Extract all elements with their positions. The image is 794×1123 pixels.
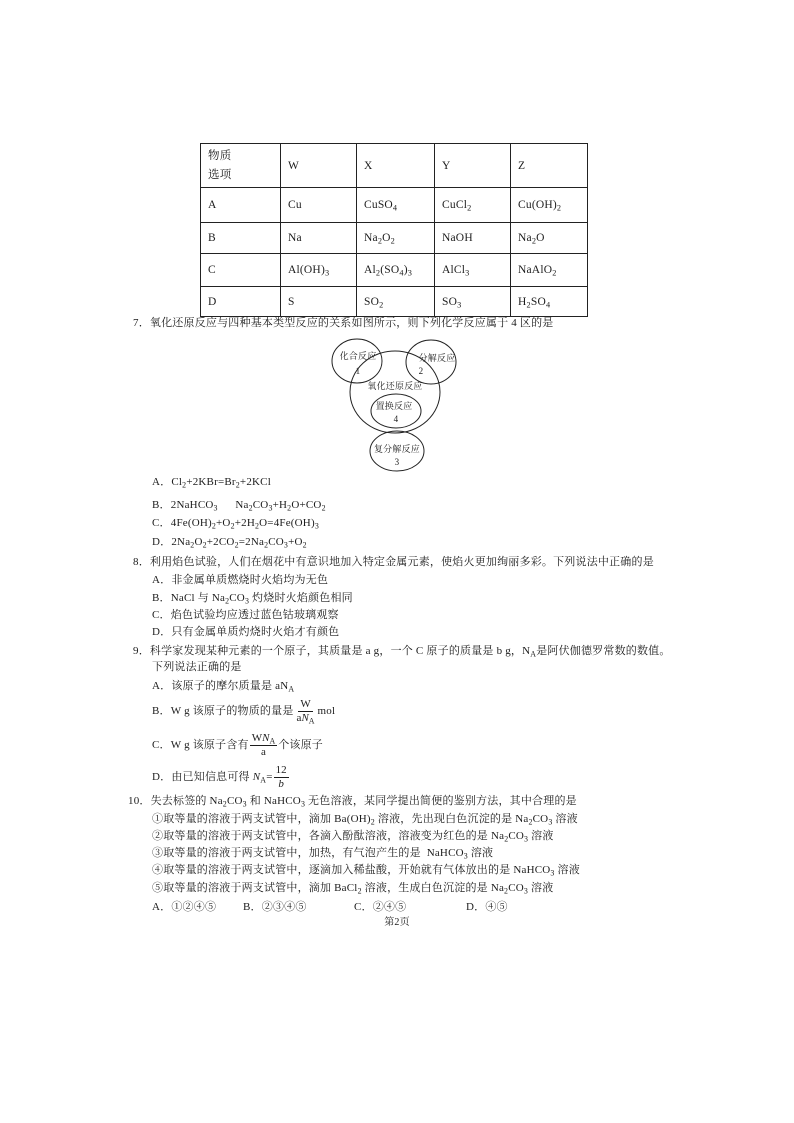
zone-4-number: 4 bbox=[393, 414, 399, 424]
question-10-statement-3 bbox=[152, 846, 493, 860]
question-10-stem bbox=[128, 794, 577, 808]
option-text: NaCl 与 $Na_2CO_3$ 灼烧时火焰颜色相同 bbox=[170, 592, 353, 606]
option-text: 该原子的摩尔质量是 $aN_A$ bbox=[171, 680, 295, 694]
question-10-option-d[interactable] bbox=[466, 900, 508, 914]
subscript: 4 bbox=[399, 268, 404, 278]
question-10-statement-2 bbox=[152, 829, 554, 843]
subscript: 4 bbox=[545, 299, 551, 309]
subscript: 2 bbox=[375, 268, 381, 278]
question-10-statement-4 bbox=[152, 863, 580, 877]
fraction-denominator: $aN_A$ bbox=[296, 711, 315, 725]
question-10-statement-5 bbox=[152, 881, 553, 895]
subscript: 3 bbox=[524, 834, 529, 844]
row-label: A bbox=[201, 188, 281, 223]
question-8-option-a[interactable] bbox=[152, 573, 328, 587]
italic-symbol: N bbox=[301, 711, 309, 724]
subscript: 2 bbox=[235, 480, 240, 490]
decomposition-reaction-label: 分解反应 bbox=[418, 353, 456, 363]
column-header-x: X bbox=[357, 144, 435, 188]
option-text: W g 该原子含有 $\frac{WN_A}{a}$ 个该原子 bbox=[170, 731, 323, 758]
table-cell: S bbox=[281, 287, 357, 317]
reaction-type-venn-diagram bbox=[320, 330, 480, 480]
option-text: 只有金属单质灼烧时火焰才有颜色 bbox=[171, 626, 340, 638]
corner-label-option: 选项 bbox=[208, 168, 232, 181]
option-label: B． bbox=[152, 705, 171, 717]
subscript: 3 bbox=[548, 817, 553, 827]
subscript: 3 bbox=[457, 299, 462, 309]
subscript: 2 bbox=[264, 540, 269, 550]
subscript: 2 bbox=[556, 203, 562, 213]
subscript: 2 bbox=[377, 236, 383, 246]
column-header-w: W bbox=[281, 144, 357, 188]
subscript: 2 bbox=[287, 503, 292, 513]
question-10-statement-1 bbox=[152, 812, 578, 826]
question-9-stem-continued bbox=[152, 660, 242, 674]
question-10-option-b[interactable] bbox=[243, 900, 307, 914]
question-8-stem-text: 8．利用焰色试验，人们在烟花中有意识地加入特定金属元素，使焰火更加绚丽多彩。下列说法中正确的是 bbox=[133, 556, 654, 568]
subscript: 2 bbox=[225, 596, 230, 606]
statement-text: ⑤取等量的溶液于两支试管中，滴加 BaCl$_2$ 溶液，生成白色沉淀的是 $Na_2CO_3$ 溶液 bbox=[152, 882, 554, 896]
option-label: D． bbox=[152, 536, 172, 548]
subscript: 2 bbox=[467, 203, 472, 213]
subscript: 3 bbox=[314, 521, 319, 531]
table-header-row bbox=[201, 144, 588, 188]
subscript: 3 bbox=[523, 886, 529, 896]
row-label: D bbox=[201, 287, 281, 317]
redox-reaction-label: 氧化还原反应 bbox=[367, 381, 423, 391]
subscript: 2 bbox=[526, 299, 531, 309]
subscript: 3 bbox=[283, 540, 289, 550]
table-cell: $H_2SO_4$ bbox=[511, 287, 588, 317]
question-10-option-a[interactable] bbox=[152, 900, 216, 914]
subscript: 3 bbox=[244, 596, 250, 606]
question-9-stem bbox=[133, 644, 671, 658]
question-8-option-b[interactable] bbox=[152, 591, 353, 605]
table-cell: $Al_2(SO_4)_3$ bbox=[357, 254, 435, 287]
subscript: 3 bbox=[242, 799, 247, 809]
question-9-option-d[interactable] bbox=[152, 761, 290, 793]
table-cell: $Cu(OH)_2$ bbox=[511, 188, 588, 223]
question-8-option-c[interactable] bbox=[152, 608, 339, 622]
subscript: 2 bbox=[302, 540, 307, 550]
subscript: 2 bbox=[552, 268, 557, 278]
option-text: A．①②④⑤ bbox=[152, 901, 217, 913]
subscript: 2 bbox=[370, 817, 375, 827]
question-9-option-b[interactable] bbox=[152, 695, 335, 727]
table-cell: $SO_2$ bbox=[357, 287, 435, 317]
question-7-option-a[interactable] bbox=[152, 475, 271, 489]
column-header-y: Y bbox=[435, 144, 511, 188]
statement-text: ④取等量的溶液于两支试管中，逐滴加入稀盐酸，开始就有气体放出的是 NaHCO$_3$ 溶液 bbox=[152, 864, 580, 878]
option-label: B． bbox=[152, 499, 171, 511]
option-text: 焰色试验均应透过蓝色钴玻璃观察 bbox=[170, 609, 339, 621]
row-label: C bbox=[201, 254, 281, 287]
subscript: 2 bbox=[248, 503, 253, 513]
option-label: B． bbox=[152, 592, 171, 604]
subscript: 2 bbox=[390, 236, 396, 246]
corner-label-substance: 物质 bbox=[208, 149, 232, 162]
subscript: A bbox=[308, 715, 315, 725]
subscript: A bbox=[260, 774, 267, 784]
table-cell: $Na_2O$ bbox=[511, 223, 588, 254]
subscript: 2 bbox=[182, 480, 187, 490]
metathesis-reaction-label: 复分解反应 bbox=[373, 444, 421, 454]
italic-symbol: N bbox=[252, 770, 261, 783]
option-label: C． bbox=[152, 517, 171, 529]
fraction-denominator: a bbox=[261, 745, 266, 758]
subscript: 3 bbox=[407, 268, 413, 278]
fraction bbox=[295, 698, 317, 725]
combination-reaction-label: 化合反应 bbox=[339, 351, 377, 361]
subscript: 3 bbox=[300, 799, 306, 809]
fraction-denominator bbox=[276, 778, 286, 791]
table-cell: Cu bbox=[281, 188, 357, 223]
question-7-option-c[interactable] bbox=[152, 516, 319, 530]
question-7-stem-text: 7．氧化还原反应与四种基本类型反应的关系如图所示，则下列化学反应属于 4 区的是 bbox=[133, 317, 554, 329]
option-label: D． bbox=[152, 626, 172, 638]
row-label: B bbox=[201, 223, 281, 254]
option-text: $Cl_2+2KBr=Br_2+2KCl$ bbox=[171, 476, 271, 490]
combination-reaction-circle bbox=[332, 339, 382, 383]
option-label: C． bbox=[152, 739, 171, 751]
option-label: A． bbox=[152, 680, 172, 692]
option-label: D． bbox=[152, 771, 172, 783]
zone-2-number: 2 bbox=[418, 366, 424, 376]
subscript: 2 bbox=[321, 503, 326, 513]
table-cell: $SO_3$ bbox=[435, 287, 511, 317]
page-footer bbox=[0, 916, 794, 930]
option-text: B．②③④⑤ bbox=[243, 901, 307, 913]
table-cell: Na bbox=[281, 223, 357, 254]
table-row bbox=[201, 223, 588, 254]
subscript: 3 bbox=[550, 868, 555, 878]
question-9-option-a[interactable] bbox=[152, 679, 294, 693]
subscript: 2 bbox=[504, 834, 509, 844]
italic-symbol: N bbox=[262, 731, 270, 744]
table-cell: CuSO$_4$ bbox=[357, 188, 435, 223]
option-text: 非金属单质燃烧时火焰均为无色 bbox=[171, 574, 329, 586]
subscript: 3 bbox=[465, 268, 470, 278]
subscript: 3 bbox=[213, 503, 218, 513]
table-corner-cell bbox=[201, 144, 281, 188]
question-7-option-b[interactable] bbox=[152, 498, 326, 512]
subscript: 2 bbox=[255, 521, 260, 531]
option-label: A． bbox=[152, 574, 172, 586]
option-label: A． bbox=[152, 476, 172, 488]
substance-options-table bbox=[200, 143, 588, 317]
statement-text: ②取等量的溶液于两支试管中，各滴入酚酞溶液，溶液变为红色的是 $Na_2CO_3$ 溶液 bbox=[152, 830, 554, 844]
question-9-option-c[interactable] bbox=[152, 729, 323, 761]
subscript: 2 bbox=[222, 799, 227, 809]
subscript: 2 bbox=[357, 886, 362, 896]
question-9-stem-text: 9．科学家发现某种元素的一个原子，其质量是 a g，一个 C 原子的质量是 b g，$N_A$是阿伏伽德罗常数的数值。 bbox=[133, 645, 671, 659]
subscript: 2 bbox=[230, 521, 235, 531]
subscript: 2 bbox=[234, 540, 239, 550]
subscript: A bbox=[530, 649, 537, 659]
option-text: 由已知信息可得 $N_A=$ $\frac{12}{b}$ bbox=[171, 763, 287, 790]
question-10-option-c[interactable] bbox=[354, 900, 406, 914]
table-cell: NaAlO$_2$ bbox=[511, 254, 588, 287]
table-cell: AlCl$_3$ bbox=[435, 254, 511, 287]
zone-1-number: 1 bbox=[355, 366, 361, 376]
question-7-option-d[interactable] bbox=[152, 535, 307, 549]
question-10-stem-text: 10．失去标签的 $Na_2CO_3$ 和 NaHCO$_3$ 无色溶液，某同学提出简便的鉴别方法，其中合理的是 bbox=[128, 795, 577, 809]
subscript: 3 bbox=[463, 851, 468, 861]
statement-text: ③取等量的溶液于两支试管中，加热，有气泡产生的是 NaHCO$_3$ 溶液 bbox=[152, 847, 494, 861]
subscript: A bbox=[269, 735, 276, 745]
question-9-stem-text-2: 下列说法正确的是 bbox=[152, 661, 242, 673]
table-row bbox=[201, 287, 588, 317]
page-number: 第2页 bbox=[384, 917, 410, 928]
italic-symbol: b bbox=[278, 777, 284, 790]
table-cell: NaOH bbox=[435, 223, 511, 254]
zone-3-number: 3 bbox=[394, 457, 400, 467]
fraction-numerator: W bbox=[300, 697, 311, 710]
question-8-stem bbox=[133, 555, 654, 569]
table-row bbox=[201, 188, 588, 223]
option-text: $4Fe(OH)_2+O_2+2H_2O=4Fe(OH)_3$ bbox=[170, 517, 319, 531]
fraction bbox=[250, 732, 277, 759]
option-text: 2NaHCO$_3$ $Na_2CO_3+H_2O+CO_2$ bbox=[170, 499, 326, 513]
option-text: W g 该原子的物质的量是 $\frac{W}{aN_A}$ mol bbox=[170, 697, 336, 725]
subscript: 2 bbox=[379, 299, 384, 309]
subscript: 2 bbox=[504, 886, 509, 896]
table-cell: $Al(OH)_3$ bbox=[281, 254, 357, 287]
option-text: D．④⑤ bbox=[466, 901, 508, 913]
table-row bbox=[201, 254, 588, 287]
option-label: C． bbox=[152, 609, 171, 621]
subscript: 2 bbox=[202, 540, 207, 550]
question-8-option-d[interactable] bbox=[152, 625, 339, 639]
subscript: 2 bbox=[211, 521, 217, 531]
subscript: A bbox=[288, 684, 295, 694]
column-header-z: Z bbox=[511, 144, 588, 188]
subscript: 3 bbox=[324, 268, 330, 278]
question-7-stem bbox=[133, 316, 554, 330]
subscript: 2 bbox=[190, 540, 195, 550]
statement-text: ①取等量的溶液于两支试管中，滴加 $Ba(OH)_2$ 溶液，先出现白色沉淀的是 $Na_2CO_3$ 溶液 bbox=[152, 813, 578, 827]
subscript: 3 bbox=[268, 503, 273, 513]
displacement-reaction-label: 置换反应 bbox=[375, 401, 413, 411]
fraction bbox=[274, 764, 289, 791]
fraction-numerator: 12 bbox=[275, 763, 287, 776]
fraction-numerator: $WN_A$ bbox=[251, 731, 276, 745]
table-cell: CuCl$_2$ bbox=[435, 188, 511, 223]
subscript: 2 bbox=[528, 817, 533, 827]
subscript: 4 bbox=[392, 203, 398, 213]
subscript: 2 bbox=[531, 236, 537, 246]
option-text: C．②④⑤ bbox=[354, 901, 407, 913]
option-text: $2Na_2O_2+2CO_2=2Na_2CO_3+O_2$ bbox=[171, 536, 307, 550]
table-cell: $Na_2O_2$ bbox=[357, 223, 435, 254]
